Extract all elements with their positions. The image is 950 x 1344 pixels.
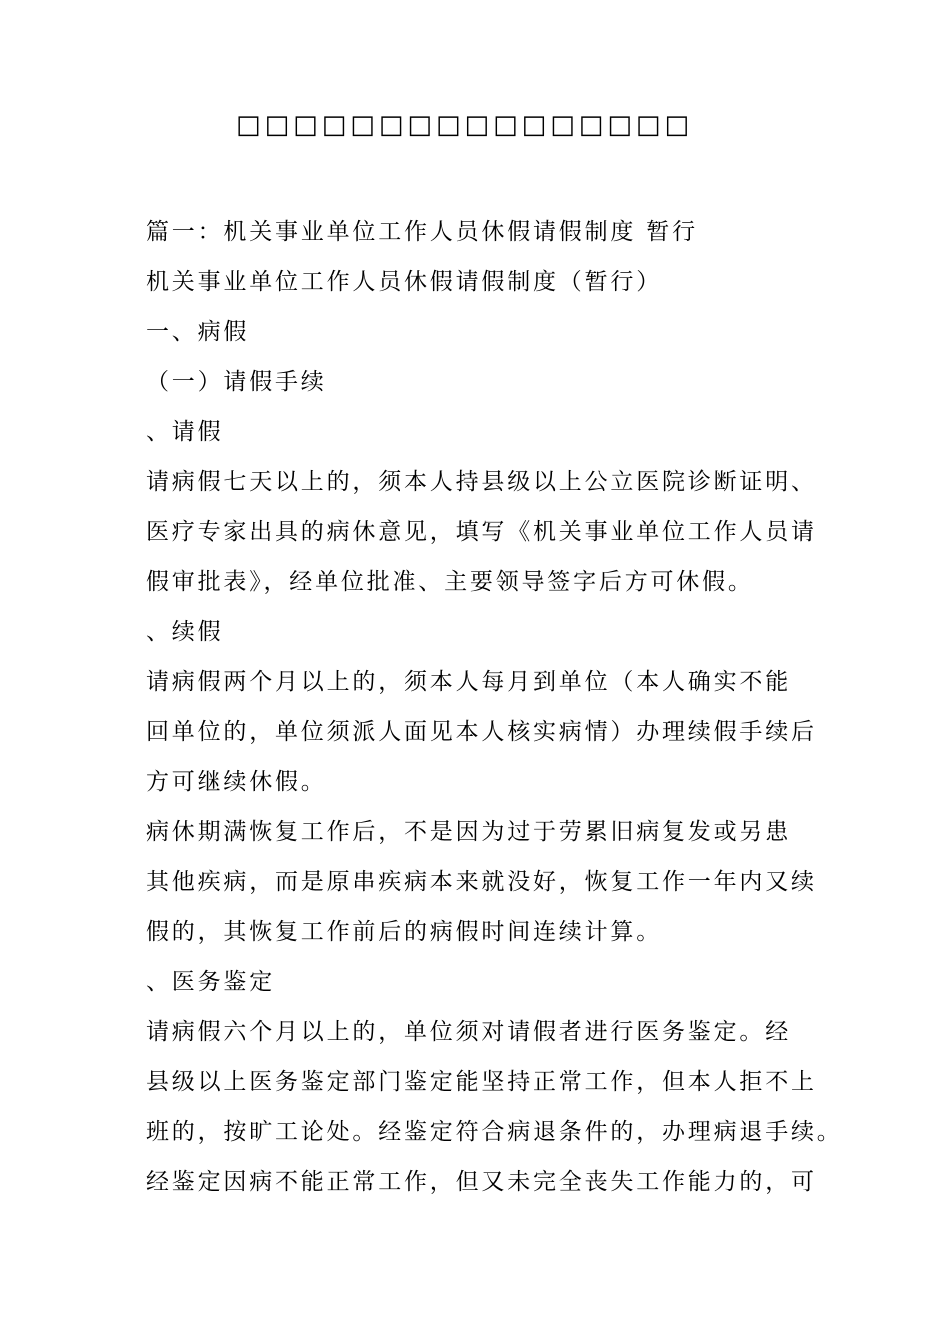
heading-regulation-name: 机关事业单位工作人员休假请假制度（暂行） <box>146 269 662 295</box>
paragraph-line: 假的，其恢复工作前后的病假时间连续计算。 <box>146 919 662 945</box>
paragraph-line: 其他疾病，而是原串疾病本来就没好，恢复工作一年内又续 <box>146 869 817 895</box>
item-request-leave: 、请假 <box>146 419 224 445</box>
paragraph-line: 经鉴定因病不能正常工作，但又未完全丧失工作能力的，可 <box>146 1169 817 1195</box>
paragraph-line: 回单位的，单位须派人面见本人核实病情）办理续假手续后 <box>146 719 817 745</box>
item-medical-appraisal: 、医务鉴定 <box>146 969 275 995</box>
document-title: □□□□□□□□□□□□□□□□ <box>236 110 694 140</box>
section-sick-leave: 一、病假 <box>146 319 250 345</box>
paragraph-line: 医疗专家出具的病休意见，填写《机关事业单位工作人员请 <box>146 519 817 545</box>
paragraph-line: 方可继续休假。 <box>146 769 327 795</box>
paragraph-line: 请病假七天以上的，须本人持县级以上公立医院诊断证明、 <box>146 469 817 495</box>
heading-part-one: 篇一：机关事业单位工作人员休假请假制度 暂行 <box>146 219 698 245</box>
paragraph-line: 班的，按旷工论处。经鉴定符合病退条件的，办理病退手续。 <box>146 1119 843 1145</box>
paragraph-line: 病休期满恢复工作后，不是因为过于劳累旧病复发或另患 <box>146 819 791 845</box>
item-extend-leave: 、续假 <box>146 619 224 645</box>
paragraph-line: 县级以上医务鉴定部门鉴定能坚持正常工作，但本人拒不上 <box>146 1069 817 1095</box>
paragraph-line: 假审批表》，经单位批准、主要领导签字后方可休假。 <box>146 569 754 595</box>
subsection-procedure: （一）请假手续 <box>146 369 327 395</box>
paragraph-line: 请病假六个月以上的，单位须对请假者进行医务鉴定。经 <box>146 1019 791 1045</box>
paragraph-line: 请病假两个月以上的，须本人每月到单位（本人确实不能 <box>146 669 791 695</box>
